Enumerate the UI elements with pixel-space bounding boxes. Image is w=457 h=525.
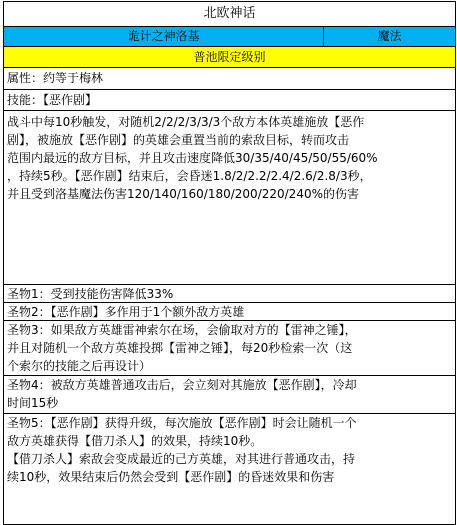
relic-1-cell[interactable]: 圣物1：受到技能伤害降低33% [4, 285, 455, 303]
table-title: 北欧神话 [4, 2, 455, 27]
hero-name-cell[interactable]: 诡计之神洛基 [4, 27, 324, 46]
skill-description-cell[interactable]: 战斗中每10秒触发，对随机2/2/2/3/3/3个敌方本体英雄施放【恶作 剧】，被施放【恶作剧】的英雄会重置当前的索敌目标，转而攻击 范围内最远的敌方目标，并且攻击速度降低30/35/40/45/50/55/60% ，持续5秒。【恶作剧】结束后，会昏迷1.8/2/2.2/2.4/2.6/2.8/3秒， 并且受到洛基魔法伤害120/140/160/180/200/220/240%的伤害 [4, 111, 455, 285]
hero-row [4, 27, 455, 47]
relic-3-cell[interactable]: 圣物3：如果敌方英雄雷神索尔在场，会偷取对方的【雷神之锤】， 并且对随机一个敌方英雄投掷【雷神之锤】，每20秒检索一次（这 个索尔的技能之后再设计） [4, 321, 455, 376]
relic-5-cell[interactable]: 圣物5：【恶作剧】获得升级，每次施放【恶作剧】时会让随机一个 敌方英雄获得【借刀杀人】的效果，持续10秒。 【借刀杀人】索敌会变成最近的己方英雄，对其进行普通攻击，持 续10秒，效果结束后仍然会受到【恶作剧】的昏迷效果和伤害 [7, 416, 357, 484]
hero-type-cell[interactable]: 魔法 [324, 27, 455, 46]
attribute-cell[interactable]: 属性：约等于梅林 [4, 68, 455, 90]
spreadsheet-table [3, 1, 456, 525]
relic-2-cell[interactable]: 圣物2：【恶作剧】多作用于1个额外敌方英雄 [4, 303, 455, 321]
skill-name-cell[interactable]: 技能：【恶作剧】 [4, 90, 455, 111]
relic-4-cell[interactable]: 圣物4：被敌方英雄普通攻击后，会立刻对其施放【恶作剧】，冷却 时间15秒 [4, 376, 455, 414]
pool-level-cell[interactable]: 普池限定级别 [4, 47, 455, 68]
